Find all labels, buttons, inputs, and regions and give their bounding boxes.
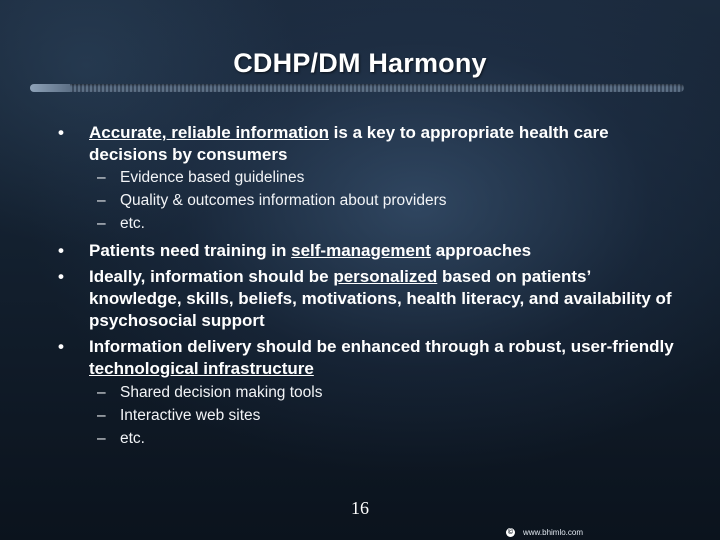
sub-bullet-text: etc. xyxy=(120,430,145,447)
bullet-text xyxy=(89,336,679,380)
dash-marker: – xyxy=(97,215,106,232)
bullet-text-part: Ideally, information should be xyxy=(89,267,334,286)
bullet-marker: • xyxy=(58,241,64,260)
bullet-marker: • xyxy=(58,267,64,286)
bullet-text-emphasis: self-management xyxy=(291,241,431,260)
sub-bullet-text: Interactive web sites xyxy=(120,407,261,424)
bullet-text-emphasis: personalized xyxy=(333,267,438,286)
sub-bullet-text: Evidence based guidelines xyxy=(120,169,305,186)
sub-bullet-text: Shared decision making tools xyxy=(120,384,323,401)
sub-bullet-text: Quality & outcomes information about providers xyxy=(120,192,447,209)
bullet-marker: • xyxy=(58,337,64,356)
credit-text: www.bhimlo.com xyxy=(523,528,584,537)
footer-credit xyxy=(506,528,583,537)
dash-marker: – xyxy=(97,430,106,447)
bullet-text xyxy=(89,240,679,262)
dash-marker: – xyxy=(97,192,106,209)
bullet-text-emphasis: technological infrastructure xyxy=(89,359,314,378)
bullet-text-part: based on patients’ knowledge, skills, beliefs, motivations, health literacy, and availability of psychosocial support xyxy=(89,267,672,330)
bullet-text-part: Information delivery should be enhanced through a robust, user-friendly xyxy=(89,337,674,356)
dash-marker: – xyxy=(97,169,106,186)
bullet-text-part: approaches xyxy=(430,241,532,260)
dash-marker: – xyxy=(97,384,106,401)
sub-bullet-text: etc. xyxy=(120,215,145,232)
page-number: 16 xyxy=(351,498,369,518)
bullet-text-rest: is a key to appropriate health care decisions by consumers xyxy=(89,123,609,164)
dash-marker: – xyxy=(97,407,106,424)
bullet-text xyxy=(89,122,679,166)
bullet-text xyxy=(89,266,679,332)
bullet-text-emphasis: Accurate, reliable information xyxy=(89,123,329,142)
bullet-text-part: Patients need training in xyxy=(89,241,292,260)
bullet-marker: • xyxy=(58,123,64,142)
copyright-icon: © xyxy=(507,529,514,537)
slide-title: CDHP/DM Harmony xyxy=(233,48,487,78)
